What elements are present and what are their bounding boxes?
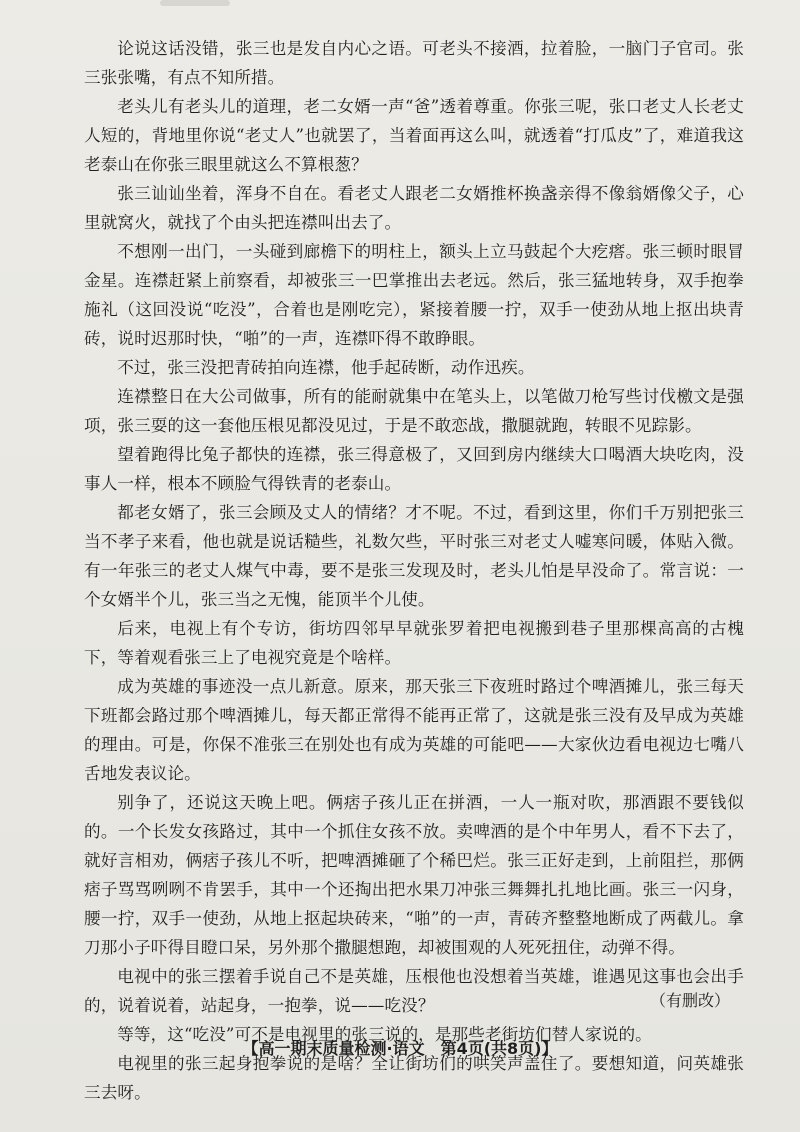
paragraph-5: 不过，张三没把青砖拍向连襟，他手起砖断，动作迅疾。: [117, 358, 535, 377]
scan-smudge: [160, 0, 230, 6]
paragraph-1: 论说这话没错，张三也是发自内心之语。可老头不接酒，拉着脸，一脑门子官司。张三张张嘴，有点不知所措。: [84, 39, 744, 87]
edit-note: （有删改）: [649, 991, 730, 1010]
paragraph-9: 后来，电视上有个专访，街坊四邻早早就张罗着把电视搬到巷子里那棵高高的古槐下，等着观看张三上了电视究竟是个啥样。: [84, 619, 744, 667]
paragraph-8: 都老女婿了，张三会顾及丈人的情绪？才不呢。不过，看到这里，你们千万别把张三当不孝子来看，他也就是说话糙些，礼数欠些，平时张三对老丈人嘘寒问暖，体贴入微。有一年张三的老丈人煤气中毒，要不是张三发现及时，老头儿怕是早没命了。常言说：一个女婿半个儿，张三当之无愧，能顶半个儿使。: [84, 503, 744, 609]
paragraph-14: 电视里的张三起身抱拳说的是啥？全让街坊们的哄笑声盖住了。要想知道，问英雄张三去呀。: [84, 1054, 744, 1102]
story-text: [84, 34, 744, 1107]
paragraph-10: 成为英雄的事迹没一点儿新意。原来，那天张三下夜班时路过个啤酒摊儿，张三每天下班都会路过那个啤酒摊儿，每天都正常得不能再正常了，这就是张三没有及早成为英雄的理由。可是，你保不准张三在别处也有成为英雄的可能吧——大家伙边看电视边七嘴八舌地发表议论。: [84, 677, 744, 783]
paragraph-3: 张三讪讪坐着，浑身不自在。看老丈人跟老二女婿推杯换盏亲得不像翁婿像父子，心里就窝火，就找了个由头把连襟叫出去了。: [84, 184, 744, 232]
paragraph-13: 等等，这“吃没”可不是电视里的张三说的，是那些老街坊们替人家说的。: [117, 1025, 652, 1044]
paragraph-6: 连襟整日在大公司做事，所有的能耐就集中在笔头上，以笔做刀枪写些讨伐檄文是强项，张三耍的这一套他压根见都没见过，于是不敢恋战，撒腿就跑，转眼不见踪影。: [84, 387, 744, 435]
paragraph-4: 不想刚一出门，一头碰到廊檐下的明柱上，额头上立马鼓起个大疙瘩。张三顿时眼冒金星。连襟赶紧上前察看，却被张三一巴掌推出去老远。然后，张三猛地转身，双手抱拳施礼（这回没说“吃没”，合着也是刚吃完），紧接着腰一拧，双手一使劲从地上抠出块青砖，说时迟那时快，“啪”的一声，连襟吓得不敢睁眼。: [84, 242, 744, 348]
paragraph-2: 老头儿有老头儿的道理，老二女婿一声“爸”透着尊重。你张三呢，张口老丈人长老丈人短的，背地里你说“老丈人”也就罢了，当着面再这么叫，就透着“打瓜皮”了，难道我这老泰山在你张三眼里就这么不算根葱？: [84, 97, 744, 174]
paragraph-7: 望着跑得比兔子都快的连襟，张三得意极了，又回到房内继续大口喝酒大块吃肉，没事人一样，根本不顾脸气得铁青的老泰山。: [84, 445, 744, 493]
page-footer: 【高一期末质量检测·语文 第4页(共8页)】: [242, 1039, 558, 1058]
paragraph-12: 电视中的张三摆着手说自己不是英雄，压根他也没想着当英雄，谁遇见这事也会出手的，说着说着，站起身，一抱拳，说——吃没？: [84, 967, 744, 1015]
paragraph-11: 别争了，还说这天晚上吧。俩痞子孩儿正在拼酒，一人一瓶对吹，那酒跟不要钱似的。一个长发女孩路过，其中一个抓住女孩不放。卖啤酒的是个中年男人，看不下去了，就好言相劝，俩痞子孩儿不听，把啤酒摊砸了个稀巴烂。张三正好走到，上前阻拦，那俩痞子骂骂咧咧不肯罢手，其中一个还掏出把水果刀冲张三舞舞扎扎地比画。张三一闪身，腰一拧，双手一使劲，从地上抠起块砖来，“啪”的一声，青砖齐整整地断成了两截儿。拿刀那小子吓得目瞪口呆，另外那个撒腿想跑，却被围观的人死死扭住，动弹不得。: [84, 793, 744, 957]
